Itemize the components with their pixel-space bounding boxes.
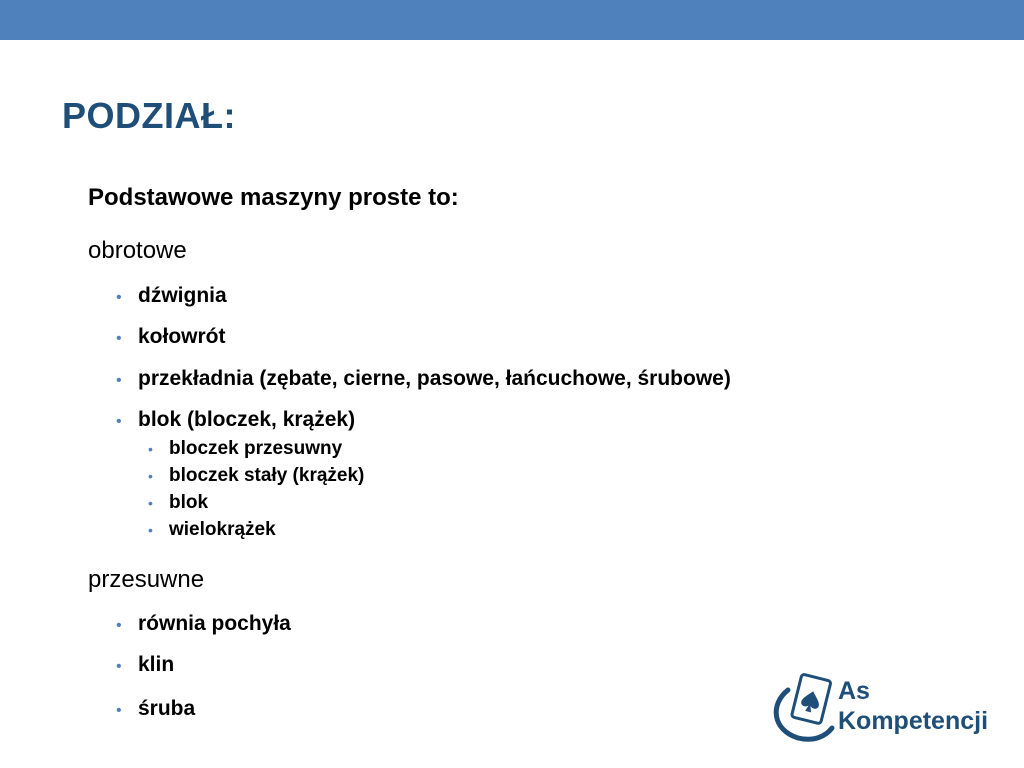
bullet-icon: • (116, 372, 122, 389)
sub-list-item: • blok (148, 492, 209, 513)
bullet-icon: • (148, 441, 153, 457)
bullet-icon: • (148, 495, 153, 511)
bullet-icon: • (116, 413, 122, 430)
bullet-icon: • (116, 289, 122, 306)
intro-text: Podstawowe maszyny proste to: (88, 184, 459, 211)
bullet-icon: • (116, 702, 122, 719)
list-item: • kołowrót (116, 325, 226, 348)
logo-line-1: As (838, 677, 870, 705)
top-accent-bar (0, 0, 1024, 40)
list-item: • klin (116, 653, 175, 676)
bullet-icon: • (148, 522, 153, 538)
sub-list-item: • wielokrążek (148, 519, 276, 540)
logo-text (838, 676, 988, 736)
bullet-icon: • (148, 468, 153, 484)
list-item: • dźwignia (116, 284, 227, 307)
list-item: • śruba (116, 697, 196, 720)
section-heading-obrotowe: obrotowe (88, 237, 187, 264)
logo-line-2: Kompetencji (838, 707, 989, 735)
list-item: • przekładnia (zębate, cierne, pasowe, łańcuchowe, śrubowe) (116, 367, 731, 390)
bullet-icon: • (116, 330, 122, 347)
slide-title: PODZIAŁ: (62, 95, 236, 136)
sub-list-item: • bloczek przesuwny (148, 438, 343, 459)
bullet-icon: • (116, 617, 122, 634)
bullet-icon: • (116, 658, 122, 675)
section-heading-przesuwne: przesuwne (88, 566, 205, 593)
list-item: • równia pochyła (116, 612, 291, 635)
sub-list-item: • bloczek stały (krążek) (148, 465, 365, 486)
list-item: • blok (bloczek, krążek) (116, 408, 356, 431)
